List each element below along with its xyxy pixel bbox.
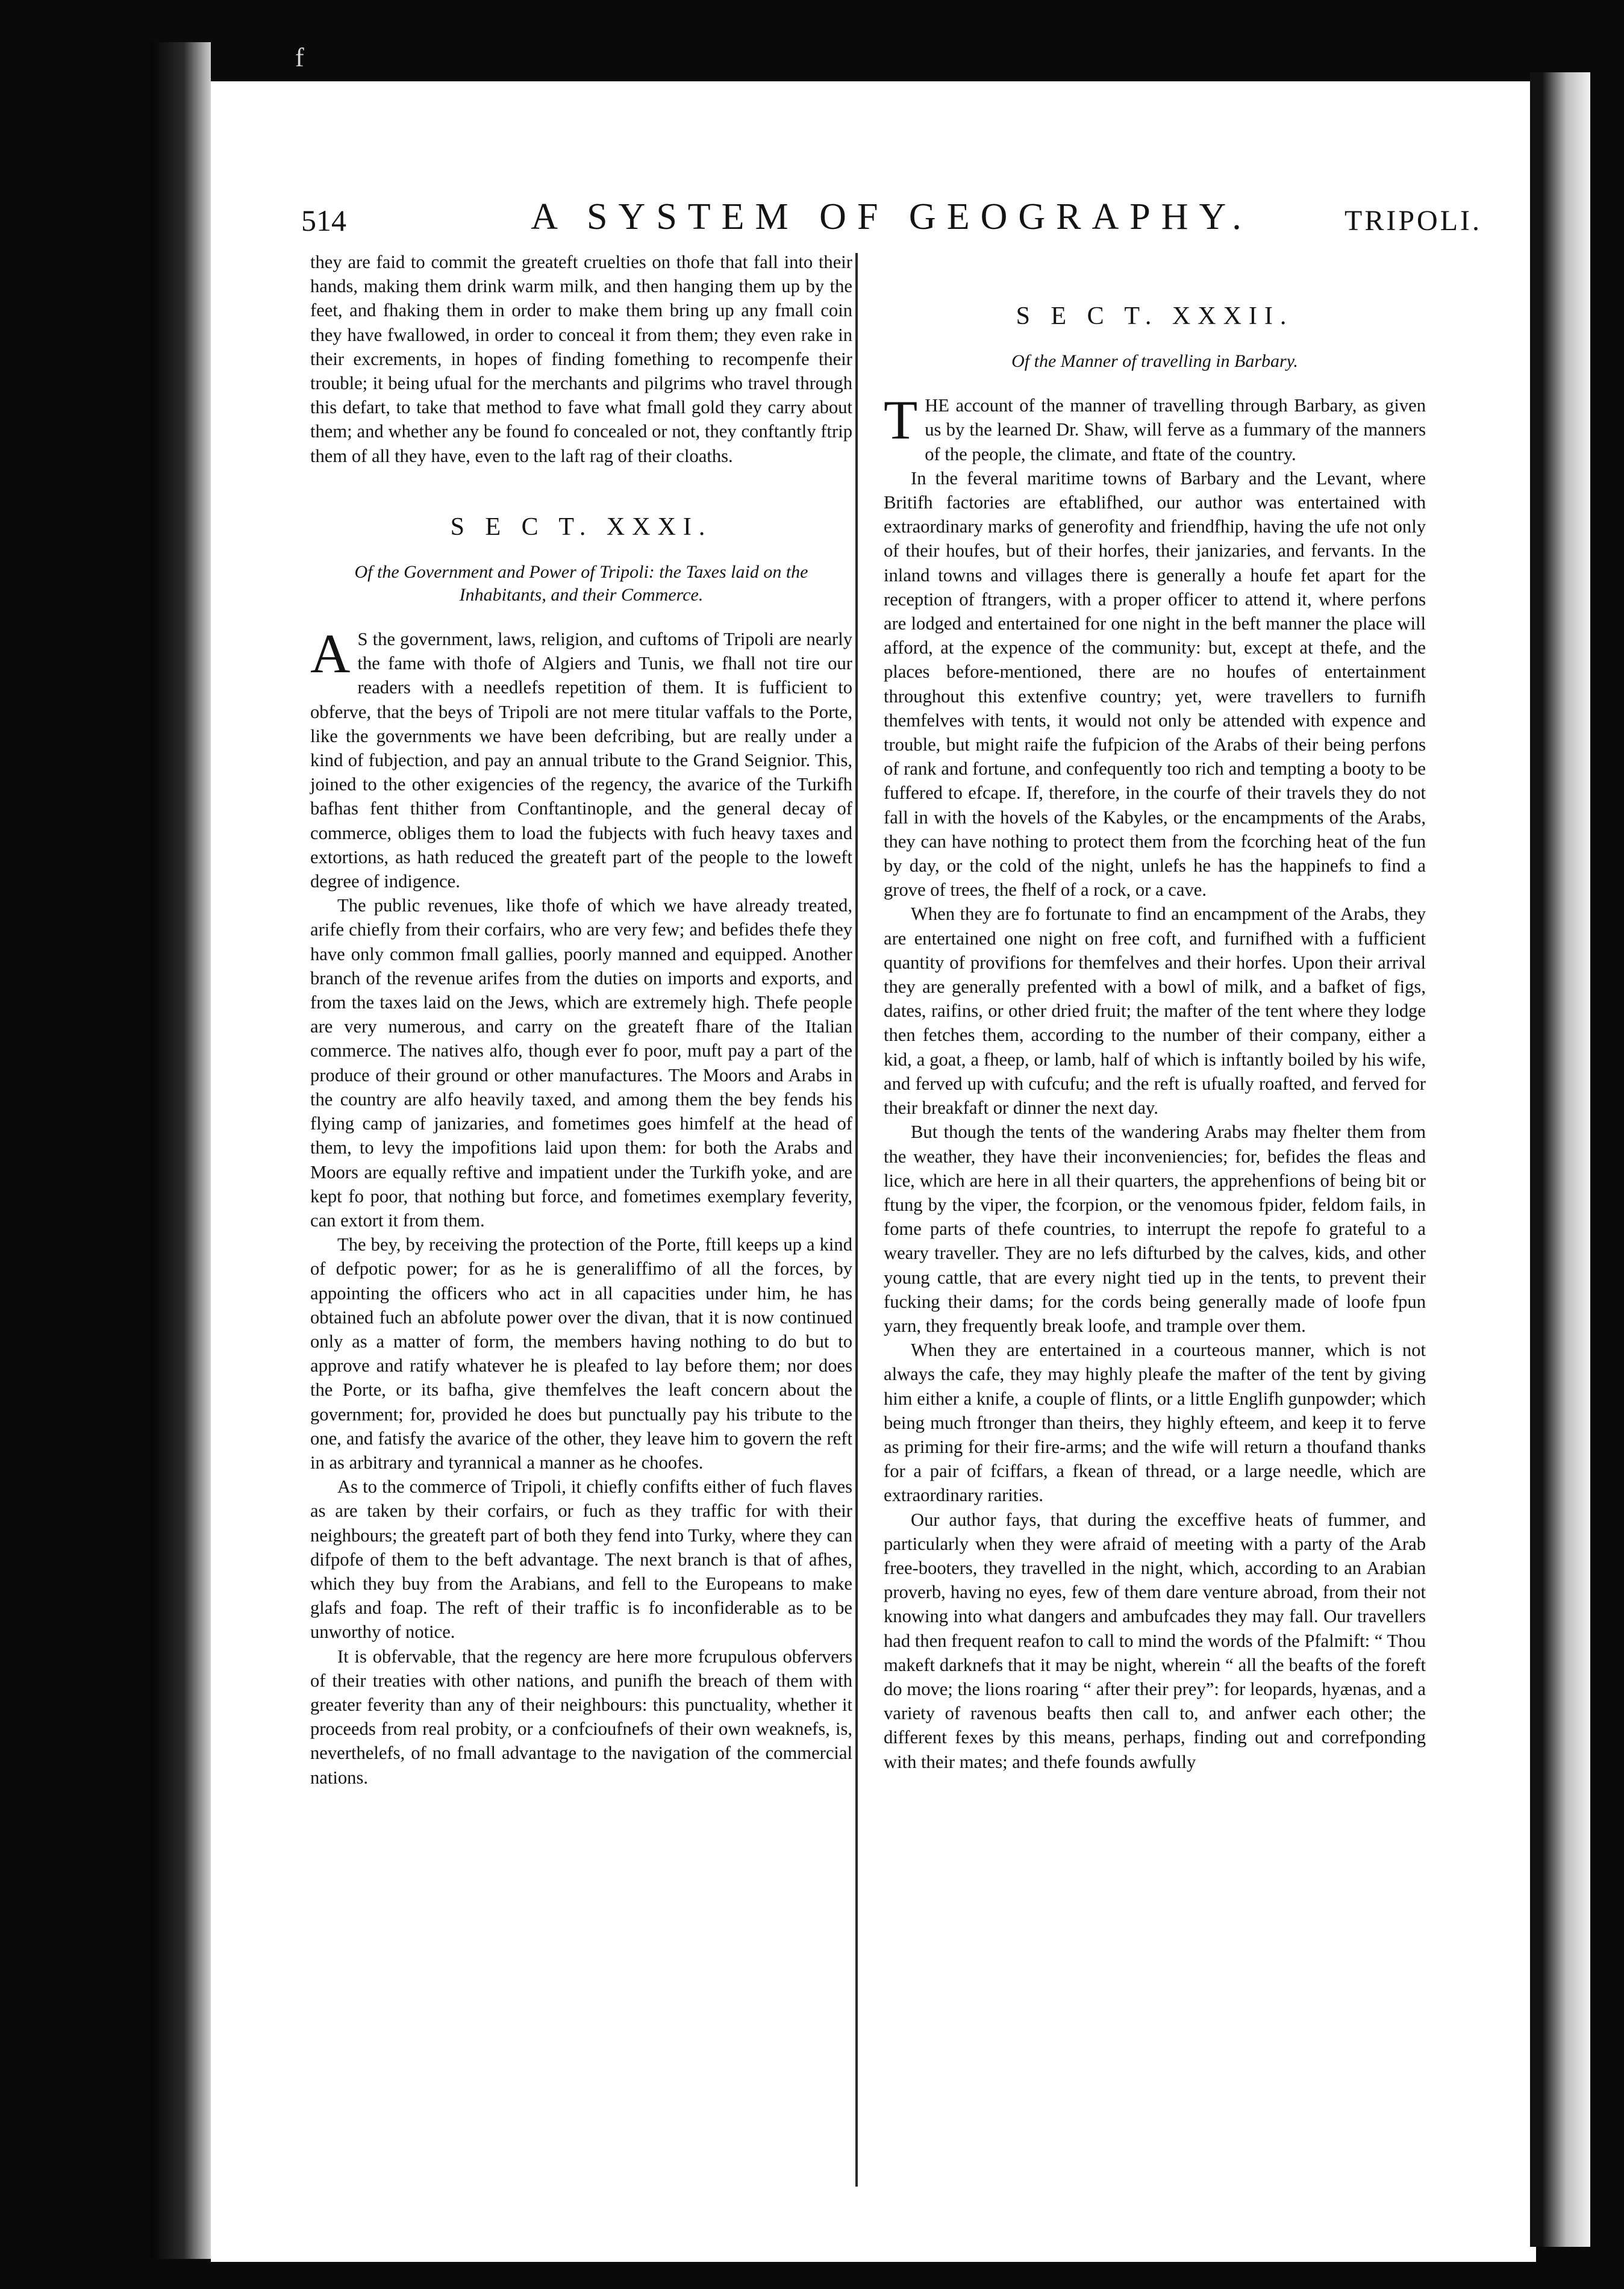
corner-mark: f (295, 43, 304, 72)
paragraph: It is obfervable, that the regency are here more fcrupulous obfervers of their treaties with other nations, and punifh the breach of them with greater feverity than any of their neighbours: this punctuality, whether it proceeds from real probity, or a confcioufnefs of their own weaknefs, is, neverthelefs, of no fmall advantage to the navigation of the commercial nations. (310, 1646, 852, 1788)
drop-cap: A (310, 623, 351, 685)
running-title: A SYSTEM OF GEOGRAPHY. (531, 196, 1252, 237)
paragraph: But though the tents of the wandering Arabs may fhelter them from the weather, they have their inconveniencies; for, befides the fleas and lice, which are here in all their quarters, the apprehenfions of being bit or ftung by the viper, the fcorpion, or the venomous fpider, feldom fails, in fome parts of thefe countries, to interrupt the repofe fo grateful to a weary traveller. They are no lefs difturbed by the calves, kids, and other young cattle, that are every night tied up in the tents, to prevent their fucking their dams; for the cords being generally made of loofe fpun yarn, they frequently break loofe, and trample over them. (884, 1122, 1426, 1336)
paragraph-text: S the government, laws, religion, and cuftoms of Tripoli are nearly the fame with thofe of Algiers and Tunis, we fhall not tire our readers with a needlefs repetition of them. It is fufficient to obferve, that the beys of Tripoli are not mere titular vaffals to the Porte, like the governments we have been defcribing, but are really under a kind of fubjection, and pay an annual tribute to the Grand Seignior. This, joined to the other exigencies of the regency, the avarice of the Turkifh bafhas fent thither from Conftantinople, and the general decay of commerce, obliges them to load the fubjects with fuch heavy taxes and extortions, as hath reduced the greateft part of the people to the loweft degree of indigence. (310, 629, 852, 892)
left-column (310, 250, 852, 1790)
page-number: 514 (301, 204, 346, 237)
paragraph: When they are fo fortunate to find an encampment of the Arabs, they are entertained one night on free coft, and furnifhed with a fufficient quantity of provifions for themfelves and their horfes. Upon their arrival they are generally prefented with a bowl of milk, and a bafket of figs, dates, raifins, or other dried fruit; the mafter of the tent where they lodge then fetches them, according to the number of their company, either a kid, a goat, a fheep, or lamb, half of which is inftantly boiled by his wife, and ferved up with cufcufu; and the reft is ufually roafted, and ferved for their breakfaft or dinner the next day. (884, 904, 1426, 1119)
paragraph: As to the commerce of Tripoli, it chiefly confifts either of fuch flaves as are taken by their corfairs, or fuch as they traffic for with their neighbours; the greateft part of both they fend into Turky, where they can difpofe of them to the beft advantage. The next branch is that of afhes, which they buy from the Arabians, and fell to the Europeans to make glafs and foap. The reft of their traffic is fo inconfiderable as to be unworthy of notice. (310, 1476, 852, 1643)
section-subtitle: Of the Manner of travelling in Barbary. (1011, 351, 1298, 372)
book-page (211, 81, 1536, 2262)
paragraph (884, 389, 1426, 466)
paragraph: Our author fays, that during the exceffive heats of fummer, and particularly when they were afraid of meeting with a party of the Arab free-booters, they travelled in the night, which, according to an Arabian proverb, having no eyes, few of them dare venture abroad, from their not knowing into what dangers and ambufcades they may fall. Our travellers had then frequent reafon to call to mind the words of the Pfalmift: “ Thou makeft darknefs that it may be night, wherein “ all the beafts of the foreft do move; the lions roaring “ after their prey”: for leopards, hyænas, and a variety of ravenous beafts then call to, and anfwer each other; the different fexes by this means, perhaps, finding out and correfponding with their mates; and thefe founds awfully (884, 1509, 1426, 1772)
running-section: TRIPOLI. (1344, 205, 1482, 237)
paragraph: The public revenues, like thofe of which we have already treated, arife chiefly from their corfairs, who are very few; and befides thefe they have only common fmall gallies, poorly manned and equipped. Another branch of the revenue arifes from the duties on imports and exports, and from the taxes laid on the Jews, which are extremely high. Thefe people are very numerous, and carry on the greateft fhare of the Italian commerce. The natives alfo, though ever fo poor, muft pay a part of the produce of their ground or other manufactures. The Moors and Arabs in the country are alfo heavily taxed, and among them the bey fends his flying camp of janizaries, and fometimes goes himfelf at the head of them, to levy the impofitions laid upon them: for both the Arabs and Moors are equally reftive and impatient under the Turkifh yoke, and are kept fo poor, that nothing but force, and fometimes exemplary feverity, can extort it from them. (310, 895, 852, 1231)
right-column (884, 250, 1426, 1774)
continuation-paragraph: they are faid to commit the greateft cruelties on thofe that fall into their hands, making them drink warm milk, and then hanging them up by the feet, and fhaking them in order to make them bring up any fmall coin they have fwallowed, in order to conceal it from them; they even rake in their excrements, in hopes of finding fomething to recompenfe their trouble; it being ufual for the merchants and pilgrims who travel through this defart, to take that method to fave what fmall gold they carry about them; and whether any be found fo concealed or not, they conftantly ftrip them of all they have, even to the laft rag of their cloaths. (310, 252, 852, 466)
paragraph: The bey, by receiving the protection of the Porte, ftill keeps up a kind of defpotic power; for as he is generaliffimo of all the forces, by appointing the officers who act in all capacities under him, he has obtained fuch an abfolute power over the divan, that it is now continued only as a matter of form, the members having nothing to do but to approve and ratify whatever he is pleafed to lay before them; nor does the Porte, or its bafha, give themfelves the leaft concern about the government; for, provided he does but punctually pay his tribute to the one, and fatisfy the avarice of the other, they leave him to govern the reft in as arbitrary and tyrannical a manner as he choofes. (310, 1234, 852, 1473)
drop-cap: T (884, 389, 918, 451)
next-page-edge (1530, 72, 1590, 2247)
paragraph (310, 623, 852, 893)
paragraph: In the feveral maritime towns of Barbary and the Levant, where Britifh factories are eftablifhed, our author was entertained with extraordinary marks of generofity and friendfhip, having the ufe not only of their houfes, but of their horfes, their janizaries, and fervants. In the inland towns and villages there is generally a houfe fet apart for the reception of ftrangers, with a proper officer to attend it, where perfons are lodged and entertained for one night in the beft manner the place will afford, at the expence of the community: but, except at thefe, and the places before-mentioned, there are no houfes of entertainment throughout this extenfive country; yet, were travellers to furnifh themfelves with tents, it would not only be attended with expence and trouble, but might raife the fufpicion of the Arabs of their being perfons of rank and fortune, and confequently too rich and tempting a booty to be fuffered to efcape. If, therefore, in the courfe of their travels they do not fall in with the hovels of the Kabyles, or the encampments of the Arabs, they can have nothing to protect them from the fcorching heat of the fun by day, or the cold of the night, unlefs he has the happinefs to find a grove of trees, the fhelf of a rock, or a cave. (884, 467, 1426, 901)
section-heading: S E C T. XXXI. (450, 513, 713, 541)
book-gutter-shadow (151, 42, 211, 2259)
section-subtitle: Of the Government and Power of Tripoli: the Taxes laid on the Inhabitants, and their Commerce. (354, 562, 808, 605)
paragraph: When they are entertained in a courteous manner, which is not always the cafe, they may highly pleafe the mafter of the tent by giving him either a knife, a couple of flints, or a little Englifh gunpowder; which being much ftronger than theirs, they highly efteem, and keep it to ferve as priming for their fire-arms; and the wife will return a thoufand thanks for a pair of fciffars, a fkean of thread, or a large needle, which are extraordinary rarities. (884, 1340, 1426, 1506)
paragraph-text: HE account of the manner of travelling through Barbary, as given us by the learned Dr. Shaw, will ferve as a fummary of the manners of the people, the climate, and ftate of the country. (925, 395, 1426, 464)
column-divider (855, 253, 858, 2187)
section-heading: S E C T. XXXII. (1016, 302, 1294, 330)
running-head (301, 196, 1482, 244)
